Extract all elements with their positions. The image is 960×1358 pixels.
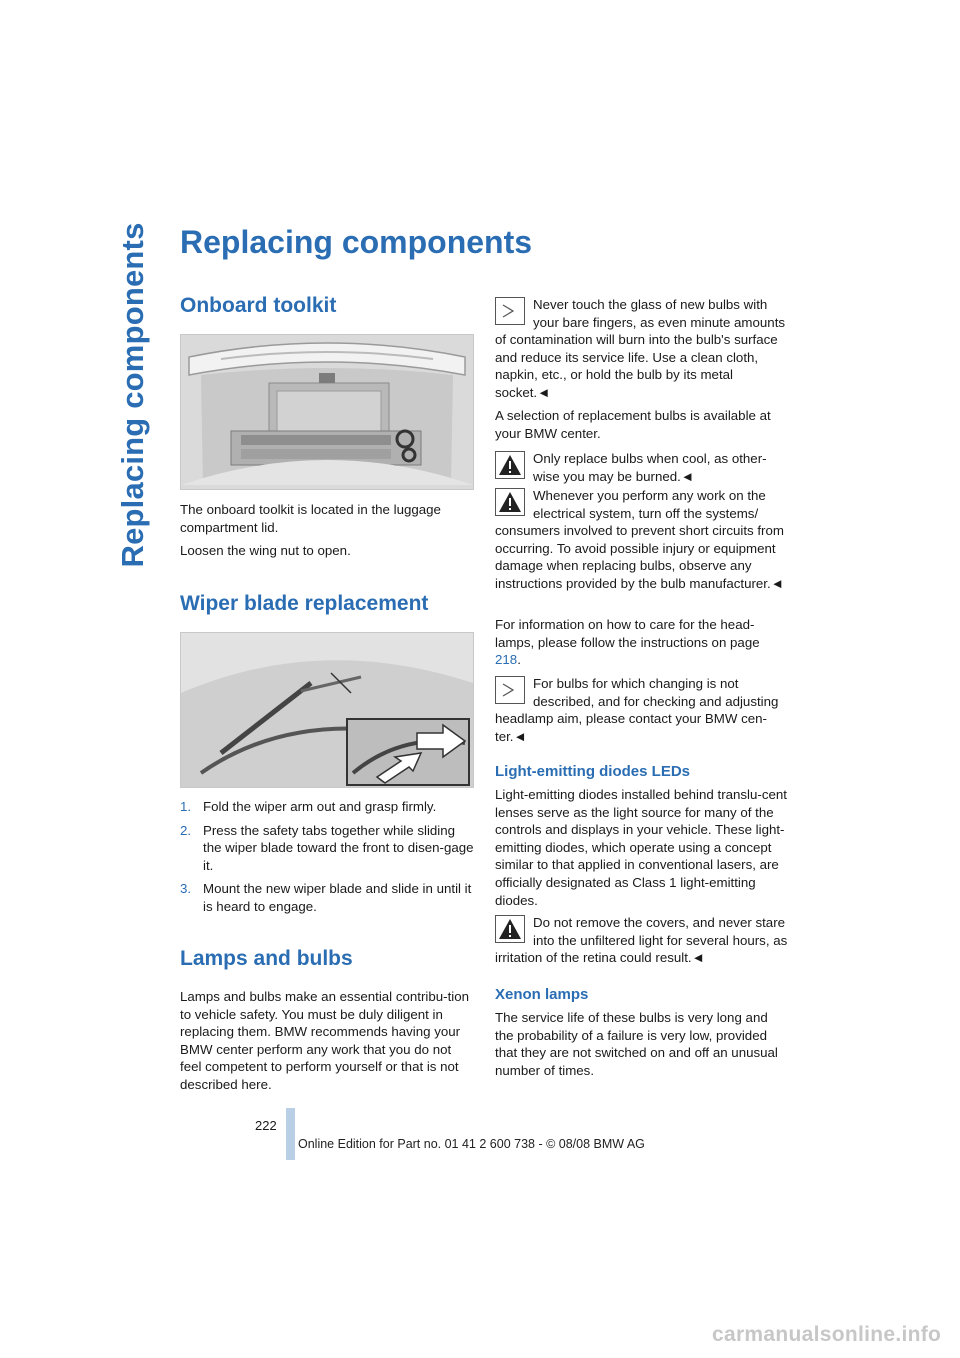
wiper-step-3: 3. Mount the new wiper blade and slide in until it is heard to engage. xyxy=(180,881,472,914)
heading-wiper-blade: Wiper blade replacement xyxy=(180,592,429,615)
heading-onboard-toolkit: Onboard toolkit xyxy=(180,294,337,317)
wiper-steps xyxy=(180,798,474,922)
warning-electrical: Whenever you perform any work on the electrical system, turn off the systems/ consumers involved to prevent short circuits from occurring. To avoid possible injury or equipment damage when replacing bulbs, observe any instructions provided by the bulb manufacturer.◄ xyxy=(495,488,784,591)
leds-text: Light-emitting diodes installed behind translu-cent lenses serve as the light source for many of the controls and displays in your vehicle. These light-emitting diodes, which operate using a concept similar to that applied in conventional lasers, are officially designated as Class 1 light-emitting diodes. xyxy=(495,787,787,908)
wiper-step-1: 1. Fold the wiper arm out and grasp firmly. xyxy=(180,799,437,814)
warning-hot-bulbs: Only replace bulbs when cool, as other-wise you may be burned.◄ xyxy=(495,450,789,485)
heading-leds: Light-emitting diodes LEDs xyxy=(495,763,690,780)
toolkit-open-text: Loosen the wing nut to open. xyxy=(180,543,351,558)
side-tab-label: Replacing components xyxy=(115,222,150,568)
headlamp-care-text: For information on how to care for the head-lamps, please follow the instructions on page 218. xyxy=(495,617,760,668)
heading-xenon: Xenon lamps xyxy=(495,986,589,1003)
toolkit-illustration xyxy=(180,334,474,490)
page-218-link[interactable]: 218 xyxy=(495,652,518,668)
note-icon xyxy=(495,676,525,704)
note-icon xyxy=(495,297,525,325)
footer-bar xyxy=(286,1108,295,1160)
bulb-selection-text: A selection of replacement bulbs is available at your BMW center. xyxy=(495,408,771,441)
side-tab xyxy=(113,222,153,568)
heading-lamps-bulbs: Lamps and bulbs xyxy=(180,947,353,970)
wiper-step-2: 2. Press the safety tabs together while sliding the wiper blade toward the front to disen-gage it. xyxy=(180,822,474,873)
footer-edition: Online Edition for Part no. 01 41 2 600 738 - © 08/08 BMW AG xyxy=(298,1137,645,1151)
lamps-intro-text: Lamps and bulbs make an essential contribu-tion to vehicle safety. You must be duly diligent in replacing them. BMW recommends having your BMW center perform any work that you do not feel competent to perform yourself or that is not described here. xyxy=(180,989,470,1092)
xenon-text: The service life of these bulbs is very long and the probability of a failure is very low, provided that they are not switched on and off an unusual number of times. xyxy=(495,1010,778,1078)
note-headlamp-aim: For bulbs for which changing is not described, and for checking and adjusting headlamp aim, please contact your BMW cen-ter.◄ xyxy=(495,676,779,744)
note-bulb-glass: Never touch the glass of new bulbs with your bare fingers, as even minute amounts of contamination will burn into the bulb's surface and reduce its service life. Use a clean cloth, napkin, etc., or hold the bulb by its metal socket.◄ xyxy=(495,297,786,400)
warning-leds: Do not remove the covers, and never stare into the unfiltered light for several hours, as irritation of the retina could result.◄ xyxy=(495,915,788,966)
warning-icon xyxy=(495,488,525,516)
wiper-illustration xyxy=(180,632,474,788)
warning-icon xyxy=(495,915,525,943)
warning-icon xyxy=(495,451,525,479)
toolkit-location-text: The onboard toolkit is located in the luggage compartment lid. xyxy=(180,502,441,535)
page-number: 222 xyxy=(255,1118,277,1133)
page-title: Replacing components xyxy=(180,224,533,260)
watermark-logo: carmanualsonline.info xyxy=(712,1323,942,1346)
